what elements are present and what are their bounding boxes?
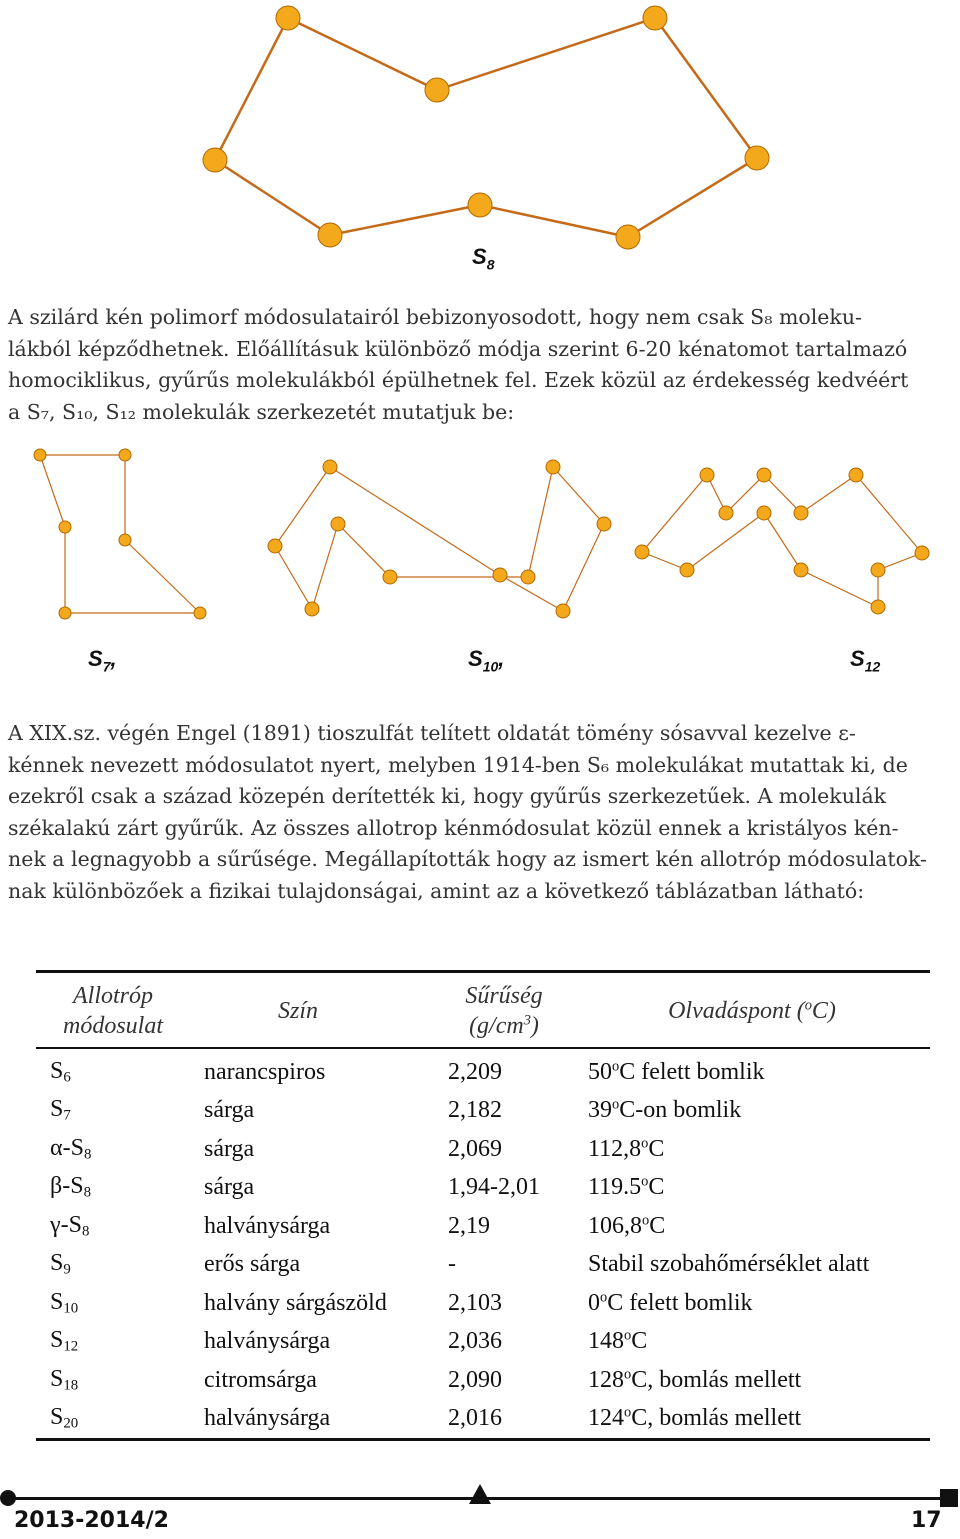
sulfur-atom bbox=[546, 460, 560, 474]
cell-color: narancspiros bbox=[204, 1058, 326, 1085]
cell-melting-point: 124$^o$C, bomlás mellett bbox=[588, 1404, 802, 1432]
bond-line bbox=[764, 513, 801, 570]
sulfur-atom bbox=[556, 604, 570, 618]
page-number: 17 bbox=[911, 1508, 942, 1533]
table-row bbox=[36, 1169, 930, 1208]
table-row bbox=[36, 1092, 930, 1131]
paragraph-line: nek a legnagyobb a sűrűsége. Megállapították hogy az ismert kén allotróp módosulatok- bbox=[8, 847, 927, 871]
sulfur-atom bbox=[331, 517, 345, 531]
sulfur-atom bbox=[203, 148, 227, 172]
bond-line bbox=[330, 467, 500, 575]
bond-line bbox=[801, 570, 878, 607]
s12-ring-structure bbox=[635, 468, 929, 614]
sulfur-atom bbox=[757, 506, 771, 520]
cell-melting-point: 0$^o$C felett bomlik bbox=[588, 1289, 753, 1316]
paragraph-line: homociklikus, gyűrűs molekulákból épülhetnek fel. Ezek közül az érdekesség kedvéért bbox=[8, 368, 909, 392]
cell-color: sárga bbox=[204, 1097, 255, 1124]
cell-melting-point: 106,8$^o$C bbox=[588, 1212, 666, 1239]
paragraph-line: lákból képződhetnek. Előállításuk különböző módja szerint 6-20 kénatomot tartalmazó bbox=[8, 336, 908, 361]
bond-line bbox=[655, 18, 757, 158]
footer-square-icon bbox=[940, 1489, 958, 1507]
cell-density: 2,103 bbox=[448, 1289, 502, 1316]
bond-line bbox=[687, 513, 764, 570]
bond-line bbox=[480, 205, 628, 237]
sulfur-atom bbox=[521, 570, 535, 584]
footer-triangle-icon bbox=[469, 1484, 491, 1504]
bond-line bbox=[288, 18, 437, 90]
bond-line bbox=[764, 475, 801, 513]
cell-density: 1,94-2,01 bbox=[448, 1174, 540, 1201]
sulfur-atom bbox=[318, 223, 342, 247]
footer-dot-icon bbox=[0, 1490, 16, 1506]
bond-line bbox=[40, 455, 65, 527]
cell-allotrope: $\beta-S_8$ bbox=[50, 1173, 91, 1202]
header-color: Szín bbox=[190, 972, 434, 1049]
paragraph-line: A szilárd kén polimorf módosulatairól bebizonyosodott, hogy nem csak S₈ moleku- bbox=[8, 305, 862, 329]
cell-density: 2,182 bbox=[448, 1097, 502, 1124]
s7-label: $S_7$, bbox=[88, 646, 117, 675]
paragraph-line: ezekről csak a század közepén derítették ki, hogy gyűrűs szerkezetűek. A molekulák bbox=[8, 784, 887, 808]
sulfur-atom bbox=[305, 602, 319, 616]
table-header-row bbox=[36, 972, 930, 1049]
cell-color: sárga bbox=[204, 1135, 255, 1162]
sulfur-atom bbox=[597, 517, 611, 531]
sulfur-atom bbox=[794, 506, 808, 520]
sulfur-atom bbox=[59, 607, 71, 619]
table-row bbox=[36, 1361, 930, 1400]
issue-number: 2013-2014/2 bbox=[14, 1508, 169, 1533]
cell-melting-point: 50$^o$C felett bomlik bbox=[588, 1058, 765, 1085]
sulfur-atom bbox=[757, 468, 771, 482]
table-row bbox=[36, 1246, 930, 1285]
cell-color: halvány sárgászöld bbox=[204, 1289, 387, 1316]
bond-line bbox=[215, 160, 330, 235]
cell-color: halványsárga bbox=[204, 1405, 331, 1432]
table-row bbox=[36, 1130, 930, 1169]
paragraph-line: a S₇, S₁₀, S₁₂ molekulák szerkezetét mutatjuk be: bbox=[8, 399, 515, 424]
bond-line bbox=[553, 467, 604, 524]
cell-allotrope: $S_7$ bbox=[50, 1096, 71, 1125]
cell-density: 2,209 bbox=[448, 1058, 502, 1085]
sulfur-atom bbox=[468, 193, 492, 217]
cell-melting-point: 119.5$^o$C bbox=[588, 1173, 665, 1201]
sulfur-atom bbox=[194, 607, 206, 619]
sulfur-atom bbox=[268, 539, 282, 553]
bond-line bbox=[856, 475, 922, 553]
cell-allotrope: $\gamma-S_8$ bbox=[50, 1211, 90, 1240]
sulfur-atom bbox=[119, 534, 131, 546]
s10-label: $S_{10}$, bbox=[468, 646, 505, 675]
cell-density: - bbox=[448, 1251, 456, 1278]
bond-line bbox=[528, 467, 553, 577]
sulfur-atom bbox=[383, 570, 397, 584]
cell-color: halványsárga bbox=[204, 1328, 331, 1355]
cell-density: 2,036 bbox=[448, 1328, 502, 1355]
cell-density: 2,016 bbox=[448, 1405, 502, 1432]
sulfur-atom bbox=[680, 563, 694, 577]
intro-paragraph bbox=[8, 302, 956, 428]
cell-allotrope: $S_{20}$ bbox=[50, 1404, 79, 1433]
cell-density: 2,19 bbox=[448, 1212, 490, 1239]
table-body bbox=[36, 1048, 930, 1440]
sulfur-atom bbox=[643, 6, 667, 30]
bond-line bbox=[275, 546, 312, 609]
bond-line bbox=[275, 467, 330, 546]
sulfur-atom bbox=[425, 78, 449, 102]
sulfur-atom bbox=[849, 468, 863, 482]
table-row bbox=[36, 1048, 930, 1092]
sulfur-atom bbox=[915, 546, 929, 560]
table-row bbox=[36, 1323, 930, 1362]
cell-allotrope: $S_{10}$ bbox=[50, 1288, 79, 1317]
bond-line bbox=[642, 475, 707, 552]
header-density: Sűrűség $(g/cm^3)$ bbox=[434, 972, 574, 1049]
cell-color: erős sárga bbox=[204, 1251, 301, 1278]
header-melting-point: Olvadáspont ($^o$C) bbox=[574, 972, 930, 1049]
cell-density: 2,069 bbox=[448, 1135, 502, 1162]
sulfur-atom bbox=[616, 225, 640, 249]
table-row bbox=[36, 1284, 930, 1323]
header-allotrope: Allotróp módosulat bbox=[36, 972, 190, 1049]
sulfur-atom bbox=[719, 506, 733, 520]
bond-line bbox=[125, 540, 200, 613]
bond-line bbox=[563, 524, 604, 611]
cell-melting-point: 112,8$^o$C bbox=[588, 1135, 665, 1162]
cell-color: citromsárga bbox=[204, 1366, 317, 1393]
sulfur-atom bbox=[871, 563, 885, 577]
sulfur-atom bbox=[871, 600, 885, 614]
paragraph-line: kénnek nevezett módosulatot nyert, melyben 1914-ben S₆ molekulákat mutattak ki, de bbox=[8, 752, 908, 777]
sulfur-atom bbox=[59, 521, 71, 533]
s10-ring-structure bbox=[268, 460, 611, 618]
s8-label: $S_8$ bbox=[472, 244, 495, 273]
paragraph-line: A XIX.sz. végén Engel (1891) tioszulfát telített oldatát tömény sósavval kezelve ε- bbox=[8, 721, 856, 745]
s12-label: $S_{12}$ bbox=[850, 646, 881, 675]
sulfur-atom bbox=[493, 568, 507, 582]
cell-allotrope: $\alpha-S_8$ bbox=[50, 1134, 92, 1163]
table-row bbox=[36, 1400, 930, 1440]
table-row bbox=[36, 1207, 930, 1246]
s7-ring-structure bbox=[34, 449, 206, 619]
bond-line bbox=[726, 475, 764, 513]
sulfur-atom bbox=[745, 146, 769, 170]
cell-allotrope: $S_{18}$ bbox=[50, 1365, 79, 1394]
sulfur-atom bbox=[323, 460, 337, 474]
bond-line bbox=[215, 18, 288, 160]
sulfur-atom bbox=[794, 563, 808, 577]
bond-line bbox=[338, 524, 390, 577]
sulfur-atom bbox=[276, 6, 300, 30]
sulfur-atom bbox=[700, 468, 714, 482]
sulfur-atom bbox=[34, 449, 46, 461]
allotrope-table bbox=[36, 970, 930, 1441]
cell-color: halványsárga bbox=[204, 1212, 331, 1239]
cell-melting-point: 39$^o$C-on bomlik bbox=[588, 1096, 742, 1124]
cell-density: 2,090 bbox=[448, 1366, 502, 1393]
paragraph-line: székalakú zárt gyűrűk. Az összes allotrop kénmódosulat közül ennek a kristályos kén- bbox=[8, 815, 899, 840]
sulfur-atom bbox=[119, 449, 131, 461]
bond-line bbox=[628, 158, 757, 237]
cell-allotrope: $S_9$ bbox=[50, 1250, 71, 1279]
cell-allotrope: $S_{12}$ bbox=[50, 1327, 79, 1356]
cell-melting-point: Stabil szobahőmérséklet alatt bbox=[588, 1251, 870, 1278]
cell-melting-point: 148$^o$C bbox=[588, 1327, 648, 1355]
bond-line bbox=[312, 524, 338, 609]
bond-line bbox=[330, 205, 480, 235]
cell-allotrope: $S_6$ bbox=[50, 1057, 71, 1086]
paragraph-line: nak különbözőek a fizikai tulajdonságai, amint az a következő táblázatban látható: bbox=[8, 878, 865, 903]
cell-color: sárga bbox=[204, 1174, 255, 1201]
bond-line bbox=[801, 475, 856, 513]
cell-melting-point: 128$^o$C, bomlás mellett bbox=[588, 1366, 802, 1393]
s8-ring-structure bbox=[203, 6, 769, 249]
sulfur-atom bbox=[635, 545, 649, 559]
history-paragraph bbox=[8, 718, 956, 907]
bond-line bbox=[437, 18, 655, 90]
